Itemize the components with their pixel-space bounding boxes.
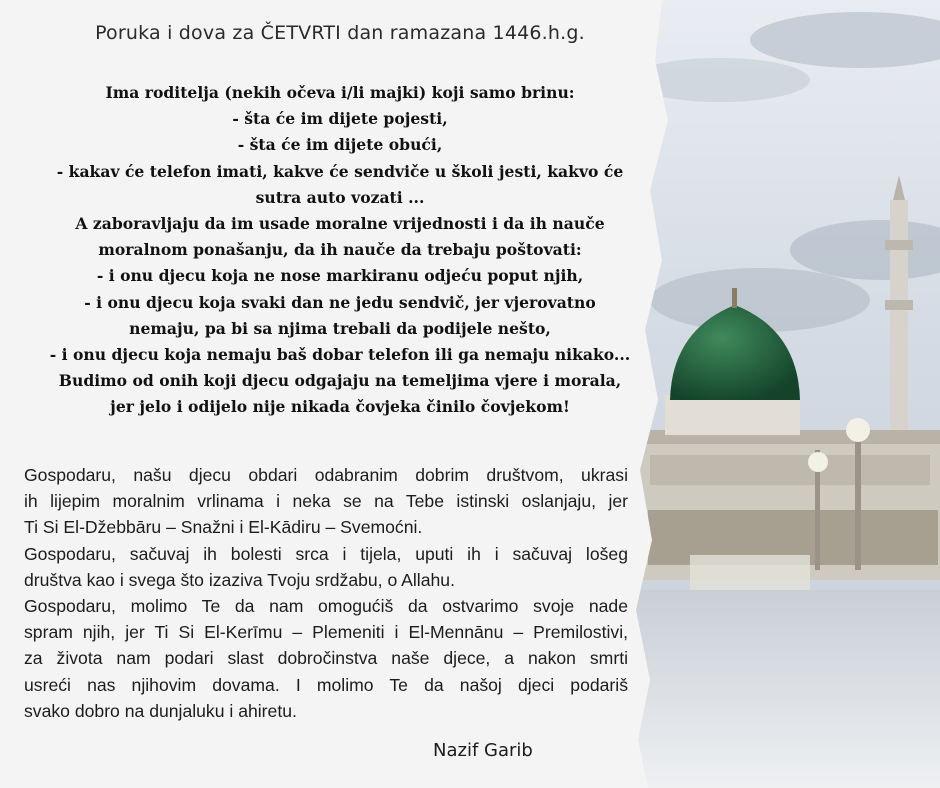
message-line: - i onu djecu koja nemaju baš dobar telefon ili ga nemaju nikako... [49, 345, 631, 365]
message-line: A zaboravljaju da im usade moralne vrijednosti i da ih nauče [75, 214, 605, 234]
message-line: Ima roditelja (nekih očeva i/li majki) koji samo brinu: [105, 83, 575, 102]
prayer-line: ih lijepim moralnim vrlinama i neka se na Tebe istinski oslanjaju, jer [24, 491, 628, 512]
prayer-line: Gospodaru, molimo Te da nam omogućiš da ostvarimo svoje nade [24, 596, 628, 617]
prayer-line: društva kao i svega što izaziva Tvoju srdžabu, o Allahu. [24, 569, 455, 590]
message-block [0, 80, 680, 421]
page-title: Poruka i dova za ČETVRTI dan ramazana 1446.h.g. [95, 22, 585, 44]
message-line: sutra auto vozati ... [255, 187, 425, 207]
author-signature: Nazif Garib [433, 740, 533, 761]
prayer-block [24, 462, 628, 724]
message-line: - šta će im dijete obući, [237, 135, 443, 155]
prayer-line: spram njih, jer Ti Si El-Kerīmu – Plemeniti i El-Mennānu – Premilostivi, [24, 622, 628, 643]
prayer-line: za života nam podari slast dobročinstva naše djece, a nakon smrti [24, 648, 628, 669]
message-line: moralnom ponašanju, da ih nauče da trebaju poštovati: [98, 240, 582, 260]
prayer-line: usreći nas njihovim dovama. I molimo Te da našoj djeci podariš [24, 674, 628, 695]
prayer-line: svako dobro na dunjaluku i ahiretu. [24, 700, 297, 721]
message-line: - i onu djecu koja svaki dan ne jedu sendvič, jer vjerovatno [84, 292, 596, 312]
message-line: nemaju, pa bi sa njima trebali da podijele nešto, [129, 318, 551, 338]
message-line: jer jelo i odijelo nije nikada čovjeka činilo čovjekom! [110, 397, 570, 417]
prayer-line: Ti Si El-Džebbāru – Snažni i El-Kādiru – Svemoćni. [24, 517, 423, 538]
prayer-line: Gospodaru, našu djecu obdari odabranim dobrim društvom, ukrasi [24, 465, 628, 485]
prayer-line: Gospodaru, sačuvaj ih bolesti srca i tijela, uputi ih i sačuvaj lošeg [24, 543, 628, 564]
message-line: - šta će im dijete pojesti, [232, 109, 448, 129]
message-line: Budimo od onih koji djecu odgajaju na temeljima vjere i morala, [58, 371, 622, 391]
message-line: - kakav će telefon imati, kakve će sendviče u školi jesti, kakvo će [56, 161, 624, 181]
message-line: - i onu djecu koja ne nose markiranu odjeću poput njih, [96, 266, 584, 286]
